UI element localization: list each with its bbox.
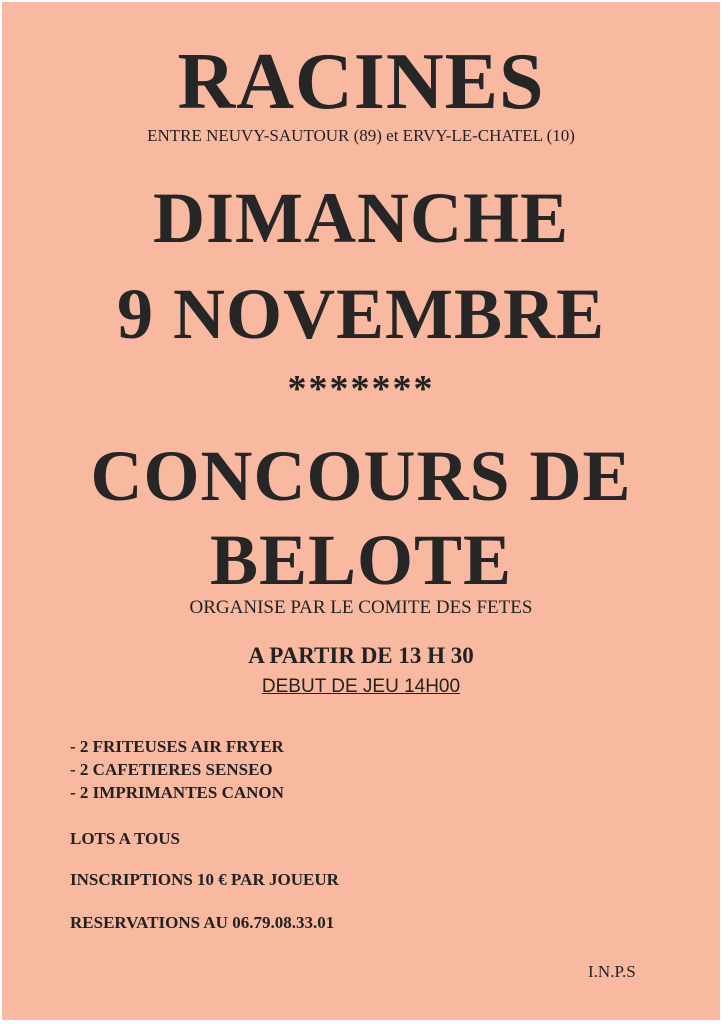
reservations-text: RESERVATIONS AU 06.79.08.33.01	[70, 913, 335, 932]
organizer-text: ORGANISE PAR LE COMITE DES FETES	[189, 597, 533, 618]
prize-item: - 2 CAFETIERES SENSEO	[70, 760, 273, 779]
inscriptions-text: INSCRIPTIONS 10 € PAR JOUEUR	[70, 870, 339, 889]
location-subtitle: ENTRE NEUVY-SAUTOUR (89) et ERVY-LE-CHATEL (10)	[147, 126, 575, 145]
star-separator: *******	[287, 368, 435, 410]
poster-sheet	[2, 2, 720, 1020]
event-title-line1: CONCOURS DE	[90, 436, 632, 516]
organizer-code: I.N.P.S	[588, 962, 636, 981]
date-heading: 9 NOVEMBRE	[116, 274, 606, 354]
prize-item: - 2 FRITEUSES AIR FRYER	[70, 737, 284, 756]
prize-list	[70, 735, 284, 804]
event-title-line2: BELOTE	[209, 520, 513, 600]
day-heading: DIMANCHE	[153, 178, 569, 258]
start-time: A PARTIR DE 13 H 30	[248, 643, 474, 668]
town-heading: RACINES	[177, 38, 545, 126]
prize-item: - 2 IMPRIMANTES CANON	[70, 783, 284, 802]
game-start-time: DEBUT DE JEU 14H00	[261, 676, 461, 697]
lots-text: LOTS A TOUS	[70, 829, 180, 848]
